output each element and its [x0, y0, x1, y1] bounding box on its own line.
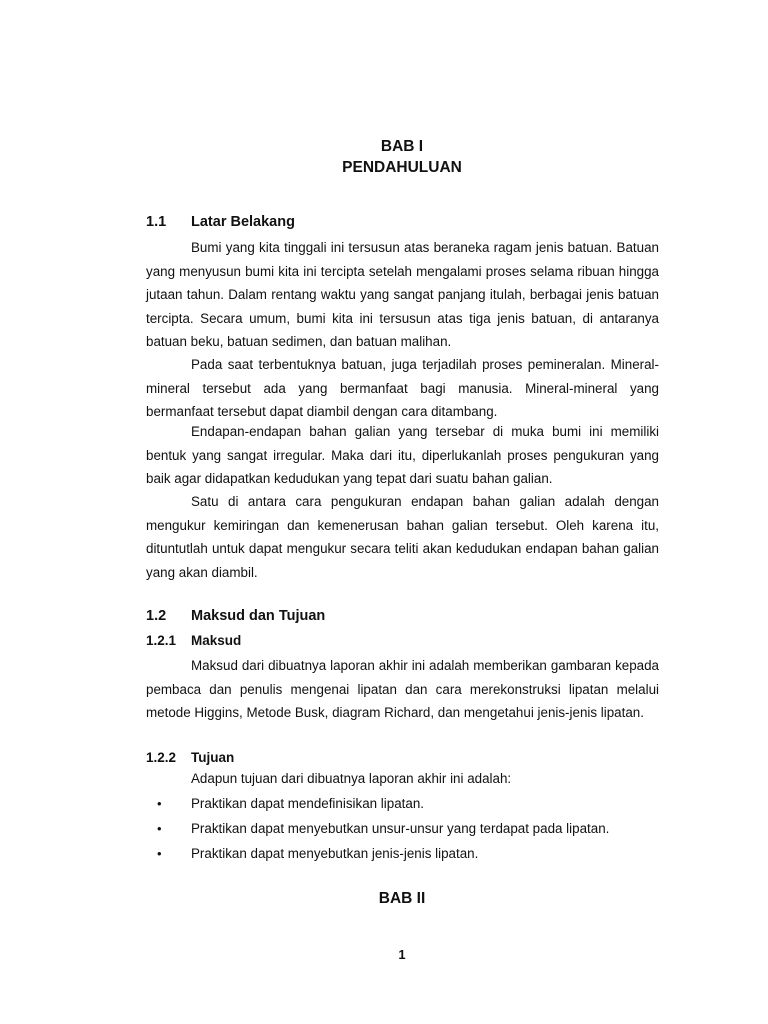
- list-item-text: Praktikan dapat menyebutkan unsur-unsur yang terdapat pada lipatan.: [191, 821, 610, 836]
- paragraph: Maksud dari dibuatnya laporan akhir ini adalah memberikan gambaran kepada pembaca dan penulis mengenai lipatan dan cara merekonstruksi lipatan melalui metode Higgins, Metode Busk, diagram Richard, dan mengetahui jenis-jenis lipatan.: [146, 658, 659, 720]
- chapter-title: PENDAHULUAN: [342, 159, 462, 176]
- page-number: 1: [398, 947, 406, 962]
- list-intro: Adapun tujuan dari dibuatnya laporan akhir ini adalah:: [191, 771, 512, 786]
- subsection-title: Maksud: [191, 633, 242, 648]
- paragraph: Endapan-endapan bahan galian yang tersebar di muka bumi ini memiliki bentuk yang sangat irregular. Maka dari itu, diperlukanlah proses pengukuran yang baik agar didapatkan kedudukan yang tepat dari suatu bahan galian.: [146, 424, 659, 486]
- subsection-number: 1.2.2: [146, 750, 177, 765]
- section-title: Latar Belakang: [191, 214, 295, 230]
- paragraph: Bumi yang kita tinggali ini tersusun atas beraneka ragam jenis batuan. Batuan yang menyusun bumi kita ini tercipta setelah mengalami proses selama ribuan hingga jutaan tahun. Dalam rentang waktu yang sangat panjang itulah, berbagai jenis batuan tercipta. Secara umum, bumi kita ini tersusun atas tiga jenis batuan, di antaranya batuan beku, batuan sedimen, dan batuan malihan.: [146, 240, 659, 349]
- list-item-text: Praktikan dapat menyebutkan jenis-jenis lipatan.: [191, 846, 479, 861]
- list-item-text: Praktikan dapat mendefinisikan lipatan.: [191, 796, 424, 811]
- subsection-title: Tujuan: [191, 750, 235, 765]
- bullet-icon: •: [157, 796, 162, 811]
- section-number: 1.1: [146, 214, 167, 230]
- section-number: 1.2: [146, 608, 167, 624]
- paragraph: Pada saat terbentuknya batuan, juga terjadilah proses pemineralan. Mineral-mineral tersebut ada yang bermanfaat bagi manusia. Mineral-mineral yang bermanfaat tersebut dapat diambil dengan cara ditambang.: [146, 357, 659, 419]
- next-chapter-label: BAB II: [378, 890, 426, 907]
- bullet-icon: •: [157, 846, 162, 861]
- section-title: Maksud dan Tujuan: [191, 608, 326, 624]
- chapter-label: BAB I: [380, 138, 424, 155]
- subsection-number: 1.2.1: [146, 633, 177, 648]
- bullet-icon: •: [157, 821, 162, 836]
- paragraph: Satu di antara cara pengukuran endapan bahan galian adalah dengan mengukur kemiringan dan kemenerusan bahan galian tersebut. Oleh karena itu, dituntutlah untuk dapat mengukur secara teliti akan kedudukan endapan bahan galian yang akan diambil.: [146, 494, 659, 580]
